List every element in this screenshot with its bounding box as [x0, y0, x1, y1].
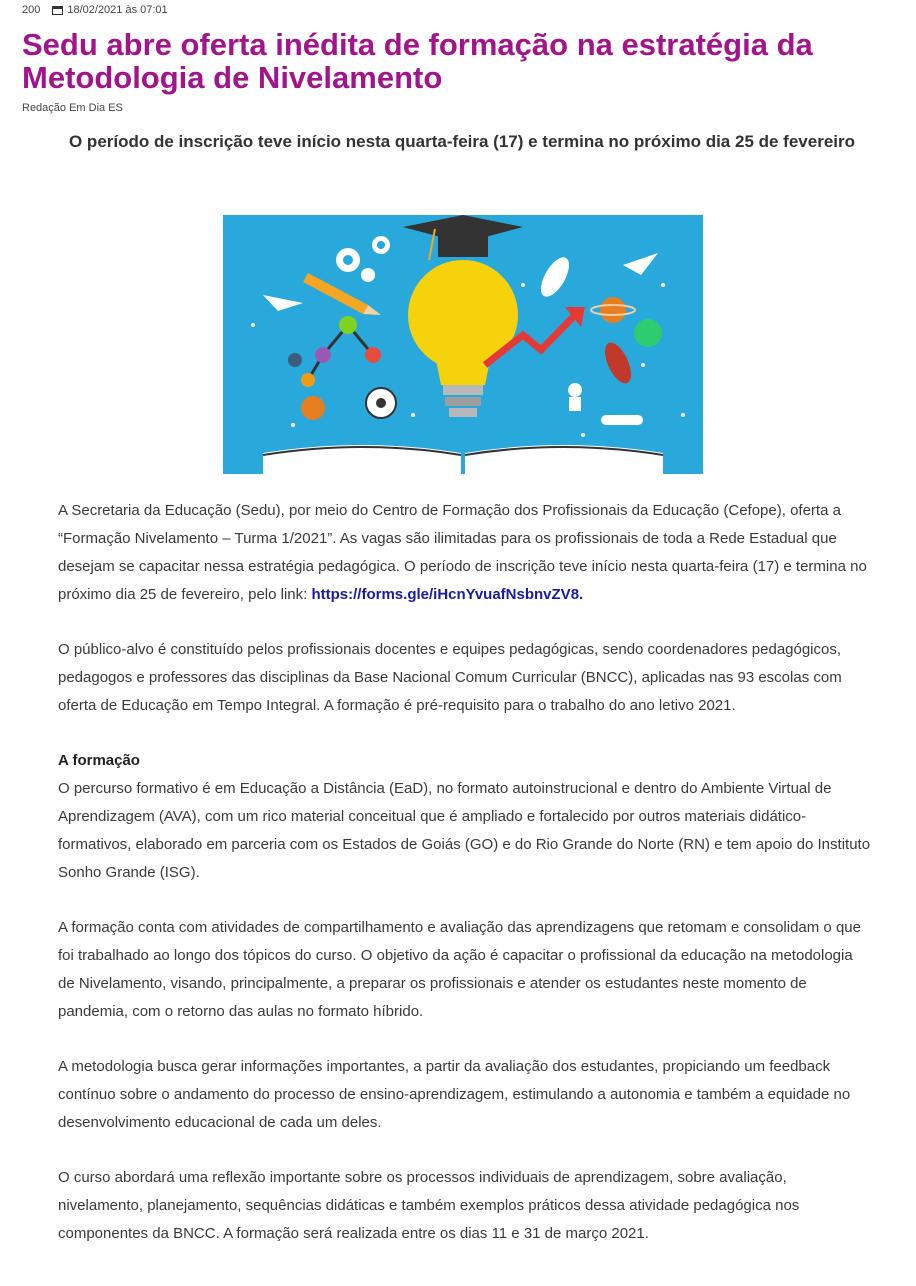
- article-subtitle: O período de inscrição teve início nesta quarta-feira (17) e termina no próximo dia 25 de fevereiro: [68, 132, 856, 151]
- view-count: 200: [22, 4, 41, 16]
- registration-link[interactable]: https://forms.gle/iHcnYvuafNsbnvZV8.: [311, 586, 584, 603]
- globe-icon: [634, 319, 662, 347]
- publish-date: 18/02/2021 às 07:01: [67, 4, 168, 16]
- article-paragraph: [58, 497, 873, 609]
- paragraph-text: A Secretaria da Educação (Sedu), por meio do Centro de Formação dos Profissionais da Educação (Cefope), oferta a “Formação Nivelamento – Turma 1/2021”. As vagas são ilimitadas para os profissionais de toda a Rede Estadual que desejam se capacitar nessa estratégia pedagógica. O período de inscrição teve início nesta quarta-feira (17) e termina no próximo dia 25 de fevereiro, pelo link:: [58, 502, 867, 603]
- basketball-icon: [301, 396, 325, 420]
- section-heading: A formação: [58, 752, 140, 769]
- article-paragraph: A formação conta com atividades de compartilhamento e avaliação das aprendizagens que retomam e consolidam o que foi trabalhado ao longo dos tópicos do curso. O objetivo da ação é capacitar o profissional da educação na metodologia de Nivelamento, visando, principalmente, a preparar os profissionais e atender os estudantes neste momento de pandemia, com o retorno das aulas no formato híbrido.: [58, 919, 861, 1020]
- article-meta: [22, 4, 168, 16]
- article-author: Redação Em Dia ES: [22, 102, 123, 114]
- diploma-icon: [601, 415, 643, 425]
- article-paragraph: O público-alvo é constituído pelos profissionais docentes e equipes pedagógicas, sendo coordenadores pedagógicos, pedagogos e professores das disciplinas da Base Nacional Comum Curricular (BNCC), aplicadas nas 93 escolas com oferta de Educação em Tempo Integral. A formação é pré-requisito para o trabalho do ano letivo 2021.: [58, 641, 842, 714]
- article-body: [58, 497, 873, 1248]
- astronaut-icon: [568, 383, 582, 411]
- article-paragraph: O curso abordará uma reflexão importante sobre os processos individuais de aprendizagem, sobre avaliação, nivelamento, planejamento, sequências didáticas e também exemplos práticos dessa atividade pedagógica nos componentes da BNCC. A formação será realizada entre os dias 11 e 31 de março 2021.: [58, 1169, 800, 1242]
- article-title: Sedu abre oferta inédita de formação na estratégia da Metodologia de Nivelamento: [22, 27, 813, 95]
- article-paragraph: O percurso formativo é em Educação a Distância (EaD), no formato autoinstrucional e dentro do Ambiente Virtual de Aprendizagem (AVA), com um rico material conceitual que é ampliado e fortalecido por outros materiais didático-formativos, elaborado em parceria com os Estados de Goiás (GO) e do Rio Grande do Norte (RN) e tem apoio do Instituto Sonho Grande (ISG).: [58, 780, 871, 881]
- planet-icon: [600, 297, 626, 323]
- hero-illustration: [223, 215, 703, 474]
- calendar-icon: [52, 5, 63, 15]
- article-paragraph: A metodologia busca gerar informações importantes, a partir da avaliação dos estudantes, propiciando um feedback contínuo sobre o andamento do processo de ensino-aprendizagem, estimulando a autonomia e também a equidade no desenvolvimento educacional de cada um deles.: [58, 1058, 851, 1131]
